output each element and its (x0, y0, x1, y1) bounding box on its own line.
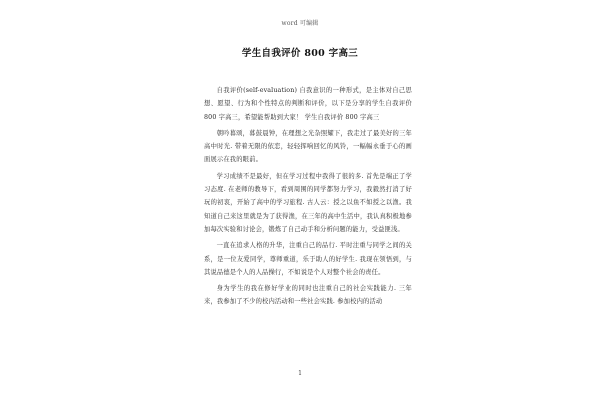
page-number: 1 (298, 370, 302, 377)
paragraph-intro: 自我评价(self-evaluation) 自我意识的一种形式，是主体对自己思想、愿望、行为和个性特点的判断和评价，以下是分享的学生自我评价 800 字高三，希望能帮助到大家！ 学生自我评价 800 字高三 (204, 87, 412, 121)
paragraph-memories: 朝吟暮颂，暮鼓晨钟，在理想之光杂照耀下，我走过了最美好的三年高中时光. 带着无限的依恋，轻轻挥响回忆的风铃，一幅幅永垂于心的画面展示在我的眼前。 (204, 129, 412, 164)
paragraph-character: 一直在追求人格的升华，注重自己的品行. 平时注重与同学之间的关系，是一位友爱同学，尊师重道，乐于助人的好学生. 我现在领悟到，与其说品德是个人的人品操行，不如说是个人对整个社会的责任。 (204, 242, 412, 276)
header-watermark-text: word 可编辑 (281, 20, 319, 27)
paragraph-study: 学习成绩不是最好，但在学习过程中我得了很的多. 首先是端正了学习态度. 在老师的教导下，看到周围的同学都努力学习，我毅然打消了好玩的初衷，开始了高中的学习旅程. 古人云：授之以鱼不如授之以渔。我知道自己来这里就是为了获得渔，在三年的高中生活中，我认真积极地参加每次实验和讨论会，锻炼了自己动手和分析问题的能力，受益匪浅。 (204, 172, 412, 233)
page-title: 学生自我评价 800 字高三 (241, 48, 359, 59)
document-body (204, 84, 412, 312)
paragraph-practice: 身为学生的我在修好学业的同时也注重自己的社会实践能力. 三年来，我参加了不少的校内活动和一些社会实践. 参加校内的活动 (204, 285, 412, 306)
